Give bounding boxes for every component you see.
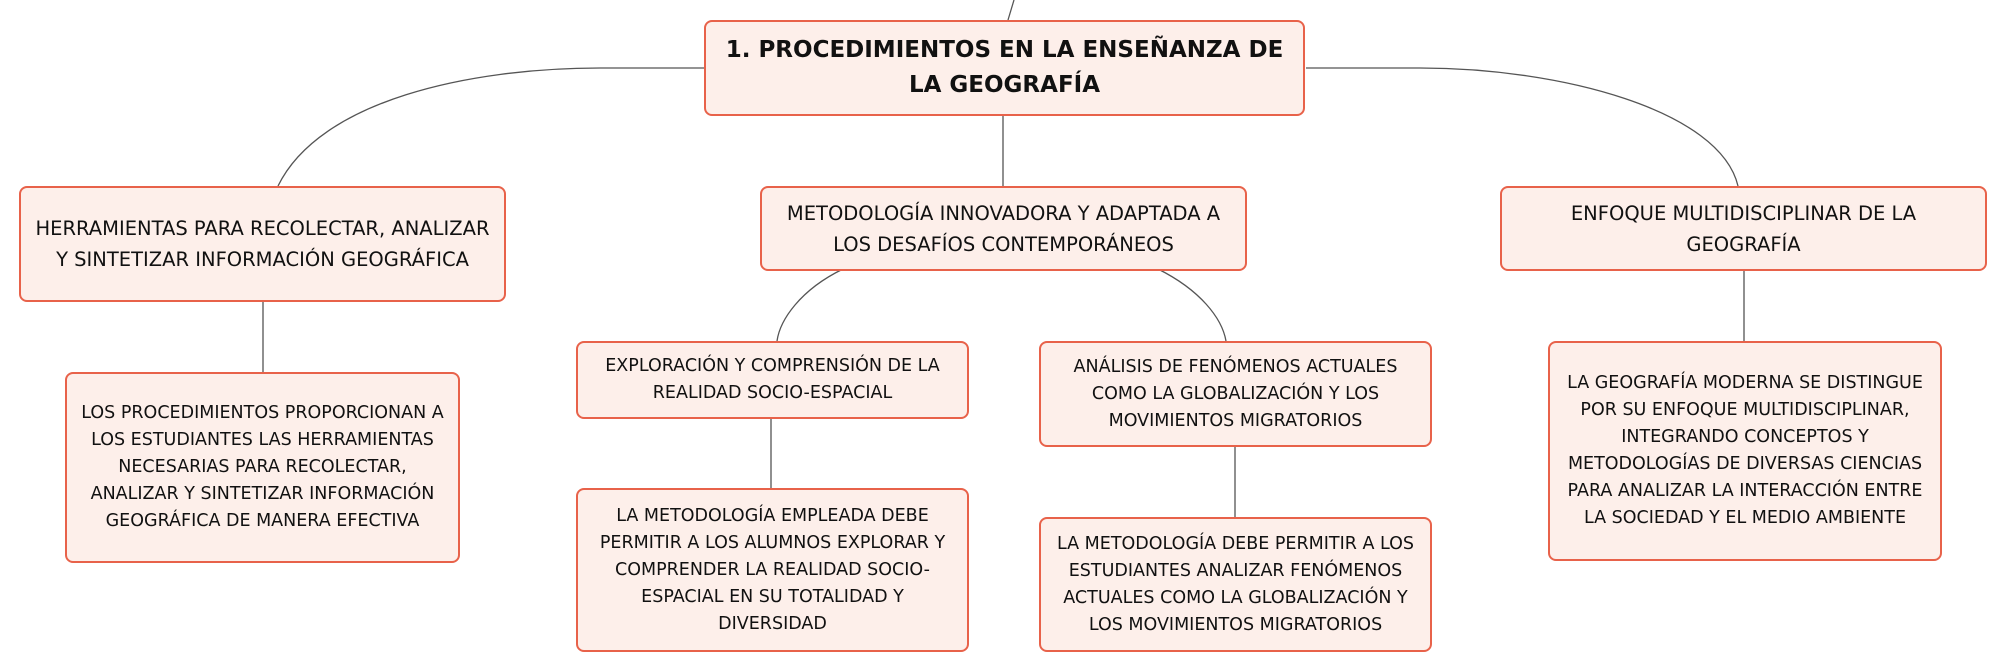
connector-metodologia-to-analisis — [1158, 269, 1226, 341]
topic-enfoque[interactable] — [1500, 186, 1987, 271]
connector-metodologia-to-exploracion — [777, 269, 843, 341]
connector-incoming — [1008, 0, 1014, 20]
subtopic-analisis-detail-label: LA METODOLOGÍA DEBE PERMITIR A LOS ESTUDIANTES ANALIZAR FENÓMENOS ACTUALES COMO LA GLOBALIZACIÓN Y LOS MOVIMIENTOS MIGRATORIOS — [1056, 533, 1414, 635]
subtopic-exploracion-label: EXPLORACIÓN Y COMPRENSIÓN DE LA REALIDAD SOCIO-ESPACIAL — [605, 356, 940, 403]
root-topic[interactable] — [704, 20, 1305, 116]
subtopic-analisis[interactable] — [1039, 341, 1432, 447]
topic-herramientas-label: HERRAMIENTAS PARA RECOLECTAR, ANALIZAR Y SINTETIZAR INFORMACIÓN GEOGRÁFICA — [35, 217, 490, 271]
subtopic-exploracion-detail-label: LA METODOLOGÍA EMPLEADA DEBE PERMITIR A LOS ALUMNOS EXPLORAR Y COMPRENDER LA REALIDAD SOCIO-ESPACIAL EN SU TOTALIDAD Y DIVERSIDAD — [599, 505, 946, 634]
topic-metodologia-label: METODOLOGÍA INNOVADORA Y ADAPTADA A LOS DESAFÍOS CONTEMPORÁNEOS — [786, 201, 1221, 256]
subtopic-enfoque-detail[interactable] — [1548, 341, 1942, 561]
topic-enfoque-label: ENFOQUE MULTIDISCIPLINAR DE LA GEOGRAFÍA — [1570, 201, 1917, 256]
subtopic-herramientas-detail-label: LOS PROCEDIMIENTOS PROPORCIONAN A LOS ESTUDIANTES LAS HERRAMIENTAS NECESARIAS PARA RECOLECTAR, ANALIZAR Y SINTETIZAR INFORMACIÓN GEOGRÁFICA DE MANERA EFECTIVA — [81, 403, 444, 531]
subtopic-enfoque-detail-label: LA GEOGRAFÍA MODERNA SE DISTINGUE POR SU ENFOQUE MULTIDISCIPLINAR, INTEGRANDO CONCEPTOS Y METODOLOGÍAS DE DIVERSAS CIENCIAS PARA ANALIZAR LA INTERACCIÓN ENTRE LA SOCIEDAD Y EL MEDIO AMBIENTE — [1567, 373, 1923, 528]
connector-root-to-enfoque — [1306, 68, 1738, 186]
subtopic-exploracion-detail[interactable] — [576, 488, 969, 652]
root-topic-label: 1. PROCEDIMIENTOS EN LA ENSEÑANZA DE LA GEOGRAFÍA — [725, 37, 1284, 98]
topic-herramientas[interactable] — [19, 186, 506, 302]
subtopic-herramientas-detail[interactable] — [65, 372, 460, 563]
connector-root-to-herramientas — [278, 68, 704, 186]
topic-metodologia[interactable] — [760, 186, 1247, 271]
subtopic-exploracion[interactable] — [576, 341, 969, 419]
subtopic-analisis-detail[interactable] — [1039, 517, 1432, 652]
subtopic-analisis-label: ANÁLISIS DE FENÓMENOS ACTUALES COMO LA GLOBALIZACIÓN Y LOS MOVIMIENTOS MIGRATORIOS — [1073, 356, 1398, 431]
